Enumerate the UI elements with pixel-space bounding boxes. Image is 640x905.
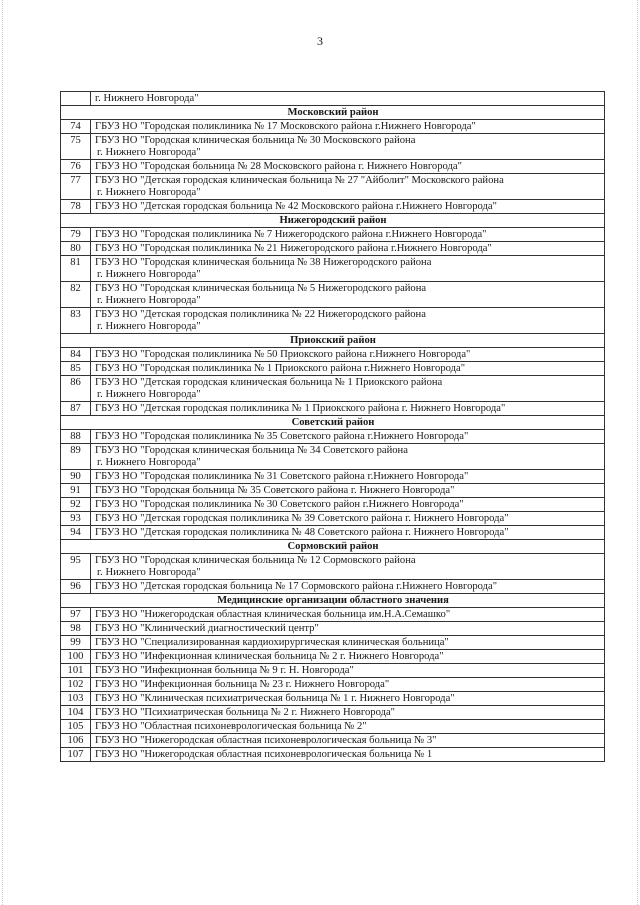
section-row (61, 106, 605, 120)
page-number: 3 (317, 34, 323, 48)
scan-edge-right (637, 0, 638, 905)
section-title: Московский район (61, 106, 605, 120)
section-title: Советский район (61, 416, 605, 430)
organization-name-line: ГБУЗ НО "Городская клиническая больница № 34 Советского района (95, 445, 408, 456)
organization-name (91, 174, 605, 200)
row-number: 82 (61, 282, 91, 308)
organization-name-line: г. Нижнего Новгорода" (97, 457, 201, 468)
organization-name-line: ГБУЗ НО "Городская поликлиника № 17 Московского района г.Нижнего Новгорода" (95, 121, 476, 132)
organization-name (91, 498, 605, 512)
organization-name-line: ГБУЗ НО "Городская поликлиника № 1 Приокского района г.Нижнего Новгорода" (95, 363, 466, 374)
organization-name (91, 734, 605, 748)
organization-name-line: ГБУЗ НО "Детская городская клиническая больница № 1 Приокского района (95, 377, 443, 388)
row-number: 98 (61, 622, 91, 636)
table-row (61, 526, 605, 540)
organization-name (91, 526, 605, 540)
row-number: 83 (61, 308, 91, 334)
organization-name (91, 348, 605, 362)
organization-name-line: ГБУЗ НО "Детская городская поликлиника № 1 Приокского района г. Нижнего Новгорода" (95, 403, 506, 414)
row-number: 78 (61, 200, 91, 214)
organization-name (91, 622, 605, 636)
organization-name (91, 554, 605, 580)
row-number: 91 (61, 484, 91, 498)
row-number: 93 (61, 512, 91, 526)
organization-name (91, 748, 605, 762)
organization-name-line: ГБУЗ НО "Городская клиническая больница № 38 Нижегородского района (95, 257, 432, 268)
section-row (61, 334, 605, 348)
organization-name (91, 470, 605, 484)
row-number: 76 (61, 160, 91, 174)
organization-name-line: ГБУЗ НО "Городская больница № 28 Московского района г. Нижнего Новгорода" (95, 161, 462, 172)
table-row (61, 120, 605, 134)
scan-edge-left (2, 0, 3, 905)
organization-name-line: ГБУЗ НО "Городская клиническая больница № 30 Московского района (95, 135, 416, 146)
table-row (61, 692, 605, 706)
row-number: 75 (61, 134, 91, 160)
organization-name-line: г. Нижнего Новгорода" (95, 93, 199, 104)
row-number: 89 (61, 444, 91, 470)
row-number: 103 (61, 692, 91, 706)
table-row (61, 748, 605, 762)
row-number: 80 (61, 242, 91, 256)
organization-name-line: г. Нижнего Новгорода" (97, 295, 201, 306)
table-row (61, 242, 605, 256)
table-row (61, 580, 605, 594)
row-number: 74 (61, 120, 91, 134)
section-row (61, 416, 605, 430)
section-title: Нижегородский район (61, 214, 605, 228)
organization-name-line: ГБУЗ НО "Детская городская поликлиника № 48 Советского района г. Нижнего Новгорода" (95, 527, 509, 538)
organization-name (91, 402, 605, 416)
table-row (61, 228, 605, 242)
organization-name (91, 608, 605, 622)
organization-name-line: ГБУЗ НО "Клиническая психиатрическая больница № 1 г. Нижнего Новгорода" (95, 693, 455, 704)
organization-name-line: г. Нижнего Новгорода" (97, 269, 201, 280)
organization-name-line: ГБУЗ НО "Областная психоневрологическая больница № 2" (95, 721, 367, 732)
organization-name-line: ГБУЗ НО "Городская поликлиника № 31 Советского района г.Нижнего Новгорода" (95, 471, 469, 482)
row-number: 105 (61, 720, 91, 734)
table-row (61, 664, 605, 678)
organization-name-line: ГБУЗ НО "Городская клиническая больница № 5 Нижегородского района (95, 283, 427, 294)
row-number: 90 (61, 470, 91, 484)
organization-name (91, 120, 605, 134)
row-number: 97 (61, 608, 91, 622)
row-number (61, 92, 91, 106)
table-row (61, 734, 605, 748)
table-row (61, 134, 605, 160)
organization-name-line: ГБУЗ НО "Городская поликлиника № 21 Нижегородского района г.Нижнего Новгорода" (95, 243, 492, 254)
table-row (61, 174, 605, 200)
table-row (61, 402, 605, 416)
row-number: 81 (61, 256, 91, 282)
organization-name-line: ГБУЗ НО "Специализированная кардиохирургическая клиническая больница" (95, 637, 449, 648)
row-number: 87 (61, 402, 91, 416)
table-row (61, 720, 605, 734)
table-row (61, 444, 605, 470)
table-row (61, 376, 605, 402)
organization-name-line: г. Нижнего Новгорода" (97, 567, 201, 578)
table-row (61, 160, 605, 174)
organization-name (91, 92, 605, 106)
row-number: 88 (61, 430, 91, 444)
table-row (61, 470, 605, 484)
organization-name (91, 362, 605, 376)
row-number: 84 (61, 348, 91, 362)
row-number: 102 (61, 678, 91, 692)
row-number: 104 (61, 706, 91, 720)
table-row (61, 92, 605, 106)
organization-name (91, 650, 605, 664)
organization-name-line: г. Нижнего Новгорода" (97, 321, 201, 332)
organization-name (91, 678, 605, 692)
row-number: 95 (61, 554, 91, 580)
organization-name-line: ГБУЗ НО "Городская поликлиника № 7 Нижегородского района г.Нижнего Новгорода" (95, 229, 487, 240)
table-row (61, 498, 605, 512)
table-row (61, 608, 605, 622)
organization-name-line: г. Нижнего Новгорода" (97, 187, 201, 198)
section-row (61, 540, 605, 554)
organization-name (91, 512, 605, 526)
organization-name (91, 282, 605, 308)
table-row (61, 678, 605, 692)
organization-name-line: ГБУЗ НО "Нижегородская областная психоневрологическая больница № 1 (95, 749, 433, 760)
table-row (61, 256, 605, 282)
organization-name-line: ГБУЗ НО "Инфекционная больница № 23 г. Нижнего Новгорода" (95, 679, 390, 690)
organization-name (91, 444, 605, 470)
organization-name (91, 256, 605, 282)
organization-name-line: ГБУЗ НО "Нижегородская областная психоневрологическая больница № 3" (95, 735, 437, 746)
organization-name (91, 706, 605, 720)
table-row (61, 636, 605, 650)
organization-name (91, 430, 605, 444)
row-number: 92 (61, 498, 91, 512)
row-number: 100 (61, 650, 91, 664)
organization-name-line: ГБУЗ НО "Городская поликлиника № 50 Приокского района г.Нижнего Новгорода" (95, 349, 471, 360)
organizations-table (60, 91, 605, 762)
section-title: Медицинские организации областного значения (61, 594, 605, 608)
organization-name (91, 228, 605, 242)
row-number: 85 (61, 362, 91, 376)
row-number: 106 (61, 734, 91, 748)
row-number: 86 (61, 376, 91, 402)
organization-name (91, 200, 605, 214)
table-row (61, 308, 605, 334)
organization-name (91, 376, 605, 402)
table-row (61, 348, 605, 362)
organization-name (91, 692, 605, 706)
row-number: 99 (61, 636, 91, 650)
organization-name-line: ГБУЗ НО "Психиатрическая больница № 2 г. Нижнего Новгорода" (95, 707, 396, 718)
organization-name-line: ГБУЗ НО "Детская городская больница № 42 Московского района г.Нижнего Новгорода" (95, 201, 497, 212)
organization-name-line: ГБУЗ НО "Клинический диагностический центр" (95, 623, 319, 634)
table-row (61, 484, 605, 498)
row-number: 77 (61, 174, 91, 200)
table-row (61, 706, 605, 720)
organization-name-line: ГБУЗ НО "Детская городская поликлиника № 22 Нижегородского района (95, 309, 426, 320)
organization-name-line: ГБУЗ НО "Инфекционная больница № 9 г. Н. Новгорода" (95, 665, 354, 676)
organizations-table-body (61, 92, 605, 762)
section-title: Сормовский район (61, 540, 605, 554)
organization-name-line: ГБУЗ НО "Инфекционная клиническая больница № 2 г. Нижнего Новгорода" (95, 651, 444, 662)
table-row (61, 512, 605, 526)
organization-name-line: г. Нижнего Новгорода" (97, 389, 201, 400)
section-title: Приокский район (61, 334, 605, 348)
organization-name (91, 580, 605, 594)
organization-name (91, 160, 605, 174)
table-row (61, 200, 605, 214)
organization-name-line: г. Нижнего Новгорода" (97, 147, 201, 158)
organization-name (91, 134, 605, 160)
organization-name-line: ГБУЗ НО "Детская городская поликлиника № 39 Советского района г. Нижнего Новгорода" (95, 513, 509, 524)
organization-name-line: ГБУЗ НО "Городская больница № 35 Советского района г. Нижнего Новгорода" (95, 485, 455, 496)
table-row (61, 650, 605, 664)
table-row (61, 362, 605, 376)
row-number: 96 (61, 580, 91, 594)
organization-name-line: ГБУЗ НО "Нижегородская областная клиническая больница им.Н.А.Семашко" (95, 609, 451, 620)
row-number: 79 (61, 228, 91, 242)
section-row (61, 594, 605, 608)
table-row (61, 622, 605, 636)
organization-name-line: ГБУЗ НО "Детская городская клиническая больница № 27 "Айболит" Московского района (95, 175, 504, 186)
organization-name (91, 664, 605, 678)
section-row (61, 214, 605, 228)
organization-name (91, 308, 605, 334)
row-number: 94 (61, 526, 91, 540)
organization-name-line: ГБУЗ НО "Городская поликлиника № 30 Советского район г.Нижнего Новгорода" (95, 499, 464, 510)
row-number: 101 (61, 664, 91, 678)
organization-name-line: ГБУЗ НО "Городская клиническая больница № 12 Сормовского района (95, 555, 416, 566)
row-number: 107 (61, 748, 91, 762)
organization-name (91, 484, 605, 498)
organization-name-line: ГБУЗ НО "Детская городская больница № 17 Сормовского района г.Нижнего Новгорода" (95, 581, 498, 592)
table-row (61, 282, 605, 308)
organization-name (91, 720, 605, 734)
table-row (61, 554, 605, 580)
table-row (61, 430, 605, 444)
organization-name-line: ГБУЗ НО "Городская поликлиника № 35 Советского района г.Нижнего Новгорода" (95, 431, 469, 442)
organization-name (91, 242, 605, 256)
organization-name (91, 636, 605, 650)
